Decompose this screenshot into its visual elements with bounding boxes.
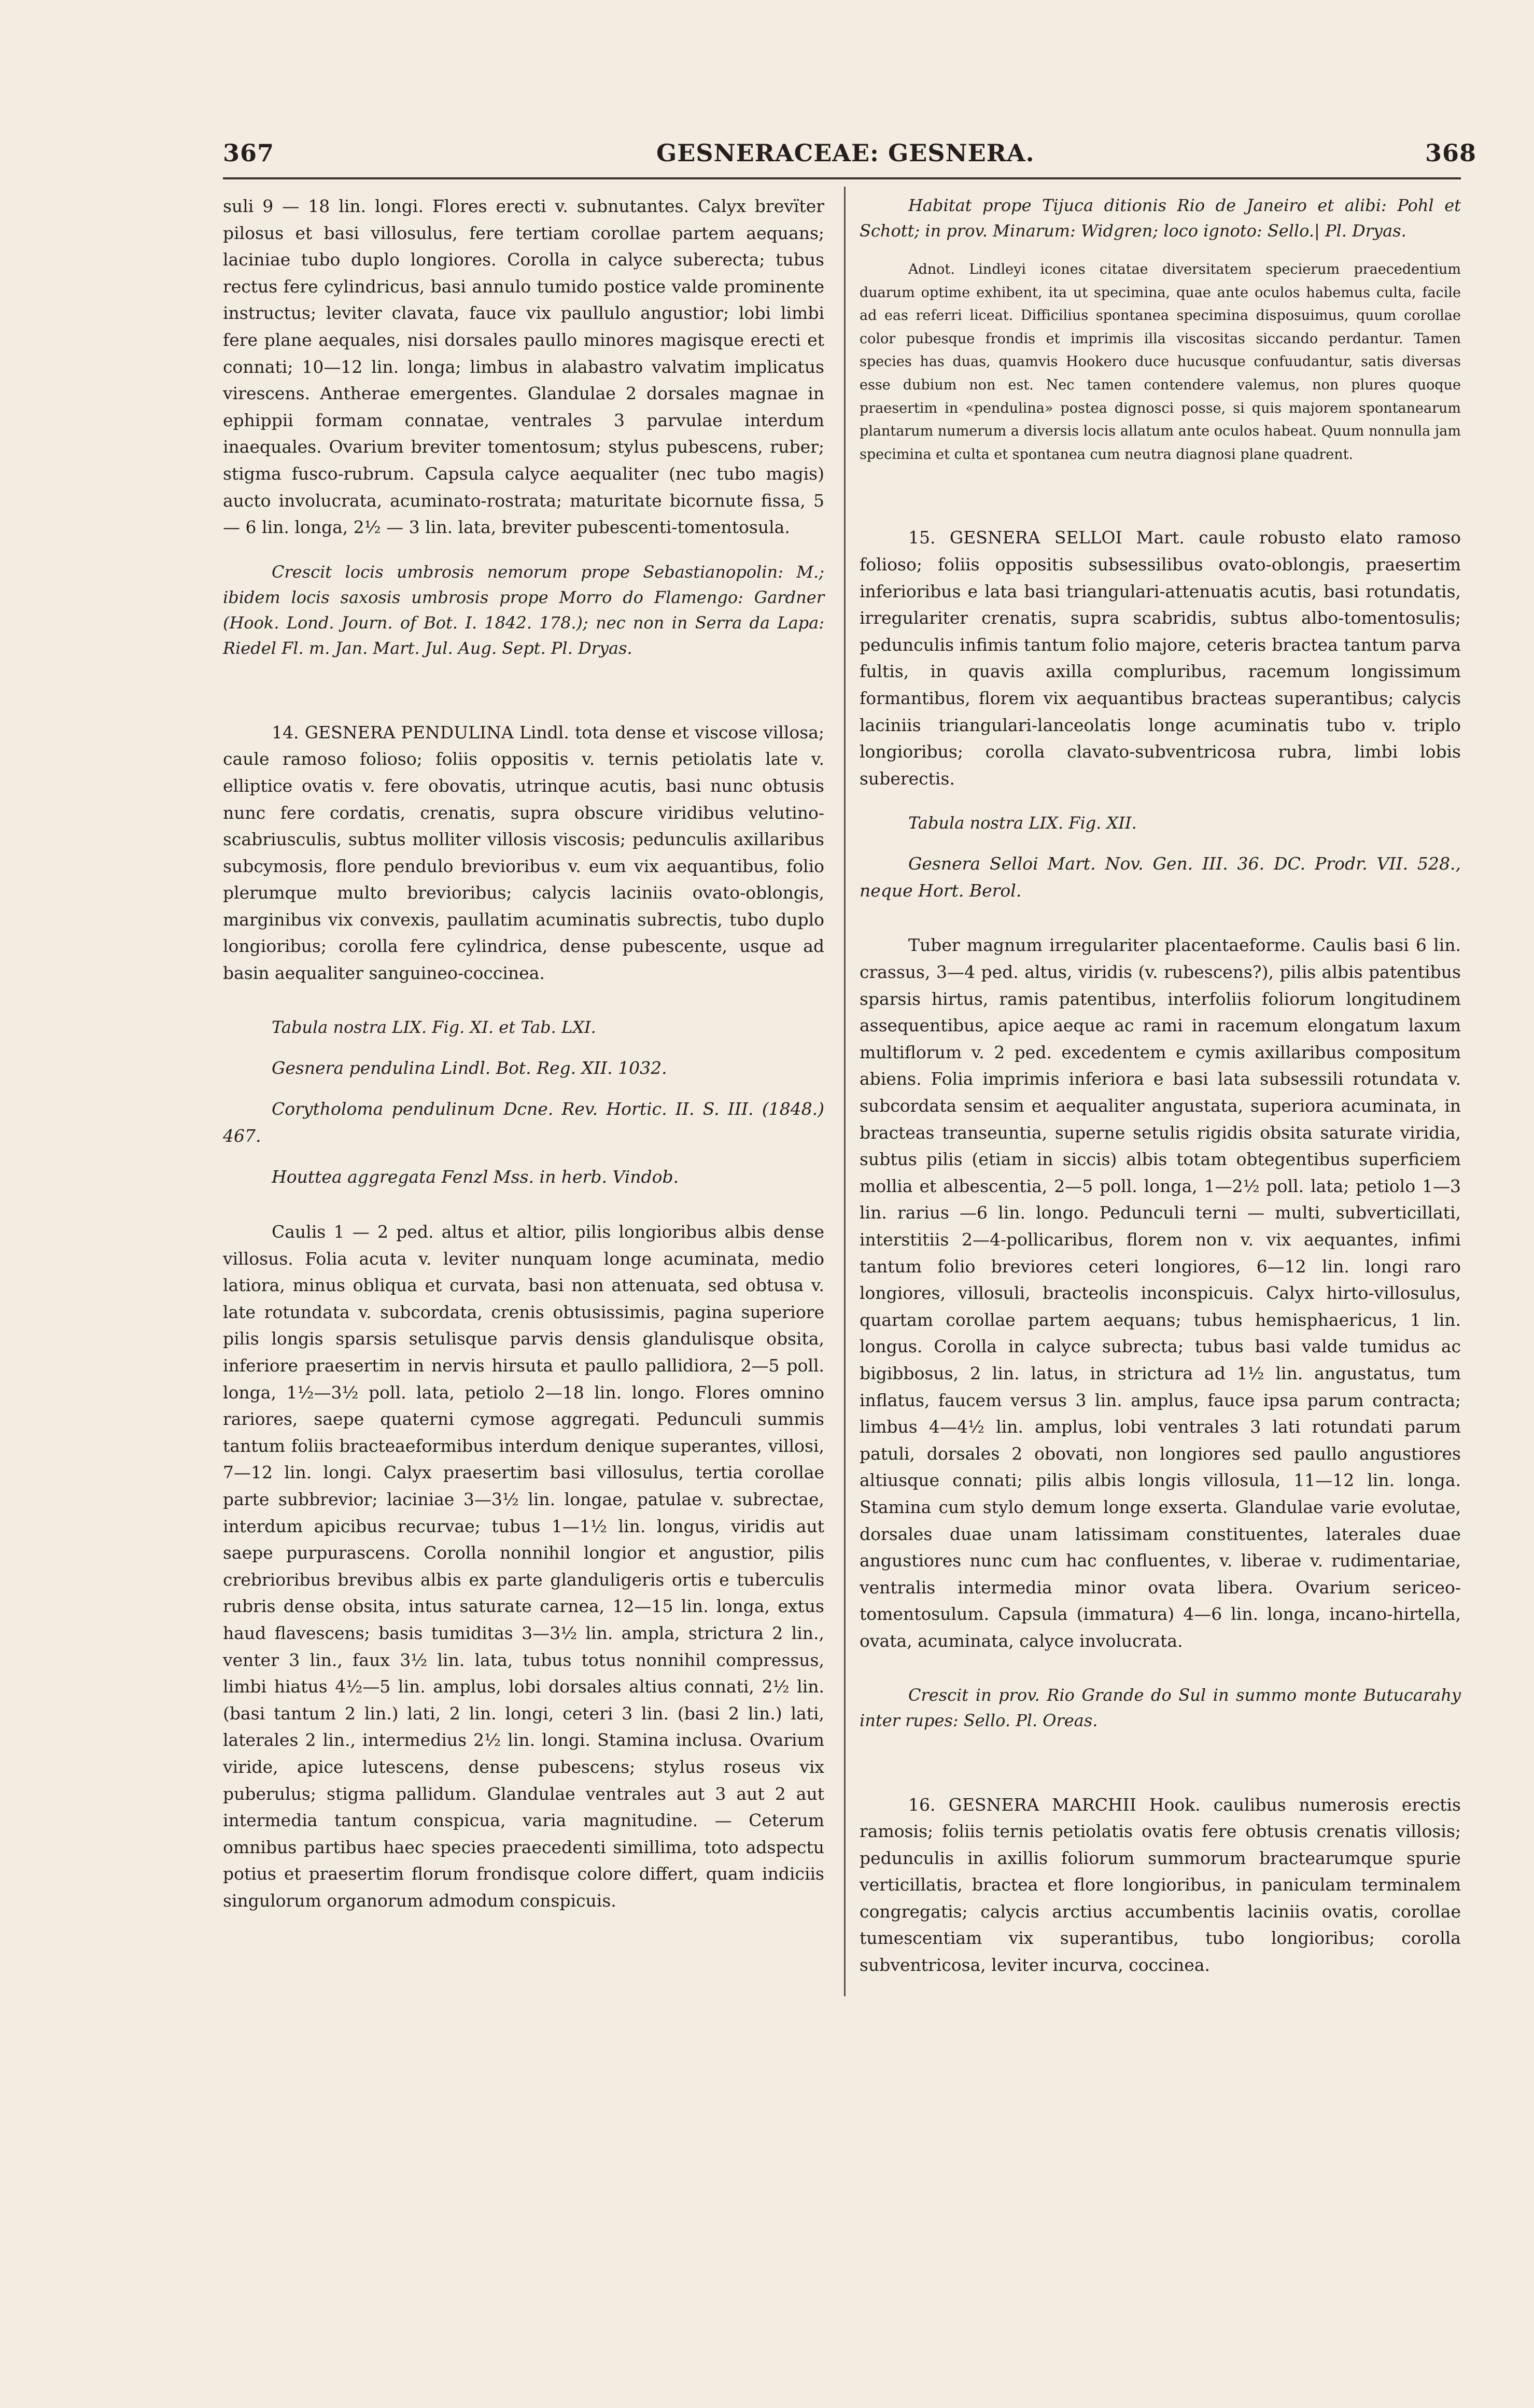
right-column bbox=[860, 193, 1461, 1979]
synonym: Corytholoma pendulinum Dcne. Rev. Hortic. II. S. III. (1848.) 467. bbox=[223, 1099, 824, 1146]
page-number-left: 367 bbox=[223, 139, 275, 167]
running-title: GESNERACEAE: GESNERA. bbox=[656, 139, 1035, 167]
annotation: Adnot. Lindleyi icones citatae diversitatem specierum praecedentium duarum optime exhibent, ita ut specimina, quae ante oculos habemus culta, facile ad eas referri liceat. Difficilius spontanea specimina disposuimus, quum corollae color pubesque frondis et imprimis illa viscositas siccando perdantur. Tamen species has duas, quamvis Hookero duce hucusque confuudantur, satis diversas esse dubium non est. Nec tamen contendere valemus, non plures quoque praesertim in «pendulina» postea dignosci posse, si quis majorem spontanearum plantarum numerum a diversis locis allatum ante oculos habeat. Quum nonnulla jam specimina et culta et spontanea cum neutra diagnosi plane quadrent. bbox=[860, 261, 1461, 463]
left-column bbox=[223, 193, 824, 1914]
species-14-diagnosis: 14. GESNERA PENDULINA Lindl. tota dense et viscose villosa; caule ramoso folioso; foliis oppositis v. ternis petiolatis late v. elliptice ovatis v. fere obovatis, utrinque acutis, basi nunc obtusis nunc fere cordatis, crenatis, supra obscure viridibus velutino-scabriusculis, subtus molliter villosis viscosis; pedunculis axillaribus subcymosis, flore pendulo brevioribus v. eum vix aequantibus, folio plerumque multo brevioribus; calycis laciniis ovato-oblongis, marginibus vix convexis, paullatim acuminatis subrectis, tubo duplo longioribus; corolla fere cylindrica, dense pubescente, usque ad basin aequaliter sanguineo-coccinea. bbox=[223, 722, 824, 984]
column-divider bbox=[844, 187, 846, 1996]
habitat-note: Crescit in prov. Rio Grande do Sul in summo monte Butucarahy inter rupes: Sello. Pl. Oreas. bbox=[860, 1685, 1461, 1730]
species-15-diagnosis: 15. GESNERA SELLOI Mart. caule robusto elato ramoso folioso; foliis oppositis subsessilibus ovato-oblongis, praesertim inferioribus e lata basi triangulari-attenuatis acutis, basi rotundatis, irregulariter crenatis, supra scabridis, subtus albo-tomentosulis; pedunculis infimis tantum folio majore, ceteris bractea tantum parva fultis, in quavis axilla compluribus, racemum longissimum formantibus, florem vix aequantibus bracteas superantibus; calycis laciniis triangulari-lanceolatis longe acuminatis tubo v. triplo longioribus; corolla clavato-subventricosa rubra, limbi lobis suberectis. bbox=[860, 527, 1461, 789]
header-rule bbox=[223, 177, 1461, 179]
page-number-right: 368 bbox=[1425, 139, 1477, 167]
species-14-description: Caulis 1 — 2 ped. altus et altior, pilis longioribus albis dense villosus. Folia acuta v. leviter nunquam longe acuminata, medio latiora, minus obliqua et curvata, basi non attenuata, sed obtusa v. late rotundata v. subcordata, crenis obtusissimis, pagina superiore pilis longis sparsis setulisque parvis densis glandulisque obsita, inferiore praesertim in nervis hirsuta et paullo pallidiora, 2—5 poll. longa, 1½—3½ poll. lata, petiolo 2—18 lin. longo. Flores omnino rariores, saepe quaterni cymose aggregati. Pedunculi summis tantum foliis bracteaeformibus interdum denique superantes, villosi, 7—12 lin. longi. Calyx praesertim basi villosulus, tertia corollae parte subbrevior; laciniae 3—3½ lin. longae, patulae v. subrectae, interdum apicibus recurvae; tubus 1—1½ lin. longus, viridis aut saepe purpurascens. Corolla nonnihil longior et angustior, pilis crebrioribus brevibus albis ex parte glanduligeris ortis e tuberculis rubris dense obsita, intus saturate carnea, 12—15 lin. longa, extus haud flavescens; basis tumiditas 3—3½ lin. ampla, strictura 2 lin., venter 3 lin., faux 3½ lin. lata, tubus totus nonnihil compressus, limbi hiatus 4½—5 lin. amplus, lobi dorsales altius connati, 2½ lin. (basi tantum 2 lin.) lati, 2 lin. longi, ceteri 3 lin. (basi 2 lin.) lati, laterales 2 lin., intermedius 2½ lin. longi. Stamina inclusa. Ovarium viride, apice lutescens, dense pubescens; stylus roseus vix puberulus; stigma pallidum. Glandulae ventrales aut 3 aut 2 aut intermedia tantum conspicua, varia magnitudine. — Ceterum omnibus partibus haec species praecedenti simillima, toto adspectu potius et praesertim florum frondisque colore differt, quam indiciis singulorum organorum admodum conspicuis. bbox=[223, 1222, 824, 1911]
species-15-description: Tuber magnum irregulariter placentaeforme. Caulis basi 6 lin. crassus, 3—4 ped. altus, viridis (v. rubescens?), pilis albis patentibus sparsis hirtus, ramis patentibus, interfoliis foliorum longitudinem assequentibus, apice aeque ac rami in racemum elongatum laxum multiflorum v. 2 ped. excedentem e cymis axillaribus compositum abiens. Folia imprimis inferiora e basi lata subsessili rotundata v. subcordata sensim et aequaliter angustata, superiora acuminata, in bracteas transeuntia, superne setulis rigidis obsita saturate viridia, subtus pilis (etiam in siccis) albis totam obtegentibus superficiem mollia et albescentia, 2—5 poll. longa, 1—2½ poll. lata; petiolo 1—3 lin. rarius —6 lin. longo. Pedunculi terni — multi, subverticillati, interstitiis 2—4-pollicaribus, florem non v. vix aequantes, infimi tantum folio breviores ceteri longiores, 6—12 lin. longi raro longiores, villosuli, bracteolis inconspicuis. Calyx hirto-villosulus, quartam corollae partem aequans; tubus hemisphaericus, 1 lin. longus. Corolla in calyce subrecta; tubus basi valde tumidus ac bigibbosus, 2 lin. latus, in strictura ad 1½ lin. angustatus, tum inflatus, faucem versus 3 lin. amplus, fauce ipsa parum contracta; limbus 4—4½ lin. amplus, lobi ventrales 3 lati rotundati parum patuli, dorsales 2 obovati, non longiores sed paullo angustiores altiusque connati; pilis albis longis villosula, 11—12 lin. longa. Stamina cum stylo demum longe exserta. Glandulae varie evolutae, dorsales duae unam latissimam constituentes, laterales duae angustiores nunc cum hac confluentes, v. liberae v. rudimentariae, ventralis intermedia minor ovata libera. Ovarium sericeo-tomentosulum. Capsula (immatura) 4—6 lin. longa, incano-hirtella, ovata, acuminata, calyce involucrata. bbox=[860, 935, 1461, 1651]
habitat-note: Crescit locis umbrosis nemorum prope Sebastianopolin: M.; ibidem locis saxosis umbrosis prope Morro do Flamengo: Gardner (Hook. Lond. Journ. of Bot. I. 1842. 178.); nec non in Serra da Lapa: Riedel Fl. m. Jan. Mart. Jul. Aug. Sept. Pl. Dryas. bbox=[223, 562, 824, 658]
plate-reference: Tabula nostra LIX. Fig. XI. et Tab. LXI. bbox=[272, 1017, 596, 1037]
synonym: Gesnera Selloi Mart. Nov. Gen. III. 36. DC. Prodr. VII. 528., neque Hort. Berol. bbox=[860, 853, 1461, 901]
species-16-diagnosis: 16. GESNERA MARCHII Hook. caulibus numerosis erectis ramosis; foliis ternis petiolatis ovatis fere obtusis crenatis villosis; pedunculis in axillis foliorum summorum bractearumque spurie verticillatis, bractea et flore longioribus, in paniculam terminalem congregatis; calycis arctius accumbentis laciniis ovatis, corollae tumescentiam vix superantibus, tubo longioribus; corolla subventricosa, leviter incurva, coccinea. bbox=[860, 1794, 1461, 1976]
description-continued: suli 9 — 18 lin. longi. Flores erecti v. subnutantes. Calyx brevïter pilosus et basi villosulus, fere tertiam corollae partem aequans; laciniae tubo duplo longiores. Corolla in calyce suberecta; tubus rectus fere cylindricus, basi annulo tumido postice valde prominente instructus; leviter clavata, fauce vix paullulo angustior; lobi limbi fere plane aequales, nisi dorsales paullo minores magisque erecti et connati; 10—12 lin. longa; limbus in alabastro valvatim implicatus virescens. Antherae emergentes. Glandulae 2 dorsales magnae in ephippii formam connatae, ventrales 3 parvulae interdum inaequales. Ovarium breviter tomentosum; stylus pubescens, ruber; stigma fusco-rubrum. Capsula calyce aequaliter (nec tubo magis) aucto involucrata, acuminato-rostrata; maturitate bicornute fissa, 5 — 6 lin. longa, 2½ — 3 lin. lata, breviter pubescenti-tomentosula. bbox=[223, 196, 824, 538]
synonym: Gesnera pendulina Lindl. Bot. Reg. XII. 1032. bbox=[272, 1057, 667, 1078]
habitat-note: Habitat prope Tijuca ditionis Rio de Janeiro et alibi: Pohl et Schott; in prov. Minarum: Widgren; loco ignoto: Sello.| Pl. Dryas. bbox=[860, 195, 1461, 241]
synonym: Houttea aggregata Fenzl Mss. in herb. Vindob. bbox=[272, 1167, 679, 1187]
plate-reference: Tabula nostra LIX. Fig. XII. bbox=[908, 813, 1137, 833]
